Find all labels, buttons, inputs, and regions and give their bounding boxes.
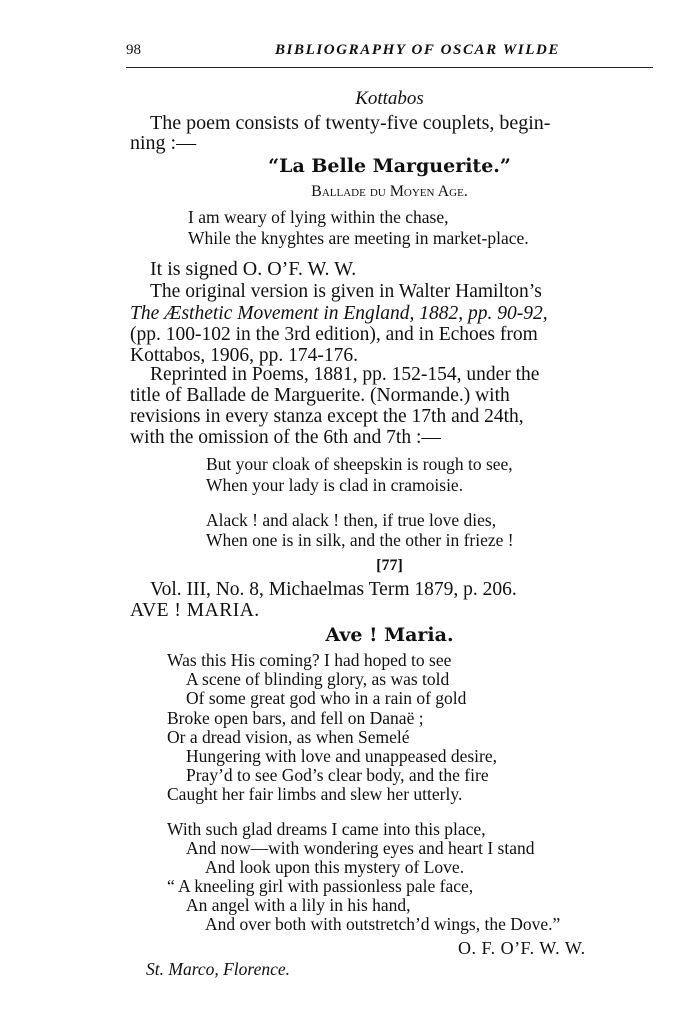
- poem-title-marguerite: “La Belle Marguerite.”: [268, 155, 511, 177]
- verse-line: An angel with a lily in his hand,: [186, 895, 411, 915]
- page-number: 98: [126, 42, 141, 58]
- vol-line: Vol. III, No. 8, Michaelmas Term 1879, p. 206.: [150, 579, 517, 600]
- quote2-line-1: Alack ! and alack ! then, if true love dies,: [206, 510, 497, 530]
- para2-line-3: revisions in every stanza except the 17th and 24th,: [130, 406, 524, 427]
- poem-subtitle: Ballade du Moyen Age.: [311, 183, 468, 200]
- header-rule: [126, 67, 653, 68]
- running-title: BIBLIOGRAPHY OF OSCAR WILDE: [274, 42, 561, 58]
- para1-line-2: The Æsthetic Movement in England, 1882, pp. 90-92,: [130, 303, 548, 324]
- intro-text: The poem consists of twenty-five couplets, begin-: [150, 112, 551, 134]
- verse-line: Caught her fair limbs and slew her utterly.: [167, 784, 463, 804]
- verse-line: Was this His coming? I had hoped to see: [167, 650, 452, 670]
- quote1-line-2: When your lady is clad in cramoisie.: [206, 475, 464, 495]
- verse-line: Or a dread vision, as when Semelé: [167, 727, 410, 747]
- signature: O. F. O’F. W. W.: [458, 938, 586, 958]
- verse-line: Broke open bars, and fell on Danaë ;: [167, 708, 424, 728]
- para1-line-1: The original version is given in Walter Hamilton’s: [150, 281, 542, 302]
- para2-line-1: Reprinted in Poems, 1881, pp. 152-154, under the: [150, 364, 540, 385]
- verse-line: Pray’d to see God’s clear body, and the fire: [186, 765, 489, 785]
- poem-title-ave-maria: Ave ! Maria.: [325, 624, 454, 646]
- couplet-line-2: While the knyghtes are meeting in market-place.: [188, 228, 529, 248]
- signed-line: It is signed O. O’F. W. W.: [150, 258, 357, 280]
- quote1-line-1: But your cloak of sheepskin is rough to see,: [206, 454, 513, 474]
- verse-line: “ A kneeling girl with passionless pale face,: [167, 876, 474, 896]
- title-caps: AVE ! MARIA.: [130, 600, 260, 621]
- verse-line: Hungering with love and unappeased desire,: [186, 746, 498, 766]
- verse-line: Of some great god who in a rain of gold: [186, 688, 467, 708]
- verse-line: And now—with wondering eyes and heart I stand: [186, 838, 535, 858]
- place-line: St. Marco, Florence.: [146, 959, 291, 979]
- para1-line-4: Kottabos, 1906, pp. 174-176.: [130, 345, 359, 366]
- verse-line: And look upon this mystery of Love.: [205, 857, 465, 877]
- intro-line-2: ning :—: [130, 132, 197, 154]
- para2-line-4: with the omission of the 6th and 7th :—: [130, 427, 441, 448]
- para1-line-3: (pp. 100-102 in the 3rd edition), and in Echoes from: [130, 324, 538, 345]
- verse-line: And over both with outstretch’d wings, the Dove.”: [205, 914, 561, 934]
- couplet-line-1: I am weary of lying within the chase,: [188, 207, 449, 227]
- source-title: Kottabos: [355, 88, 424, 109]
- verse-line: With such glad dreams I came into this place,: [167, 819, 486, 839]
- intro-line: [150, 113, 653, 134]
- verse-line: A scene of blinding glory, as was told: [186, 669, 450, 689]
- page-header: [126, 42, 649, 64]
- para2-line-2: title of Ballade de Marguerite. (Normande.) with: [130, 385, 510, 406]
- entry-number: [77]: [376, 557, 403, 574]
- quote2-line-2: When one is in silk, and the other in frieze !: [206, 530, 514, 550]
